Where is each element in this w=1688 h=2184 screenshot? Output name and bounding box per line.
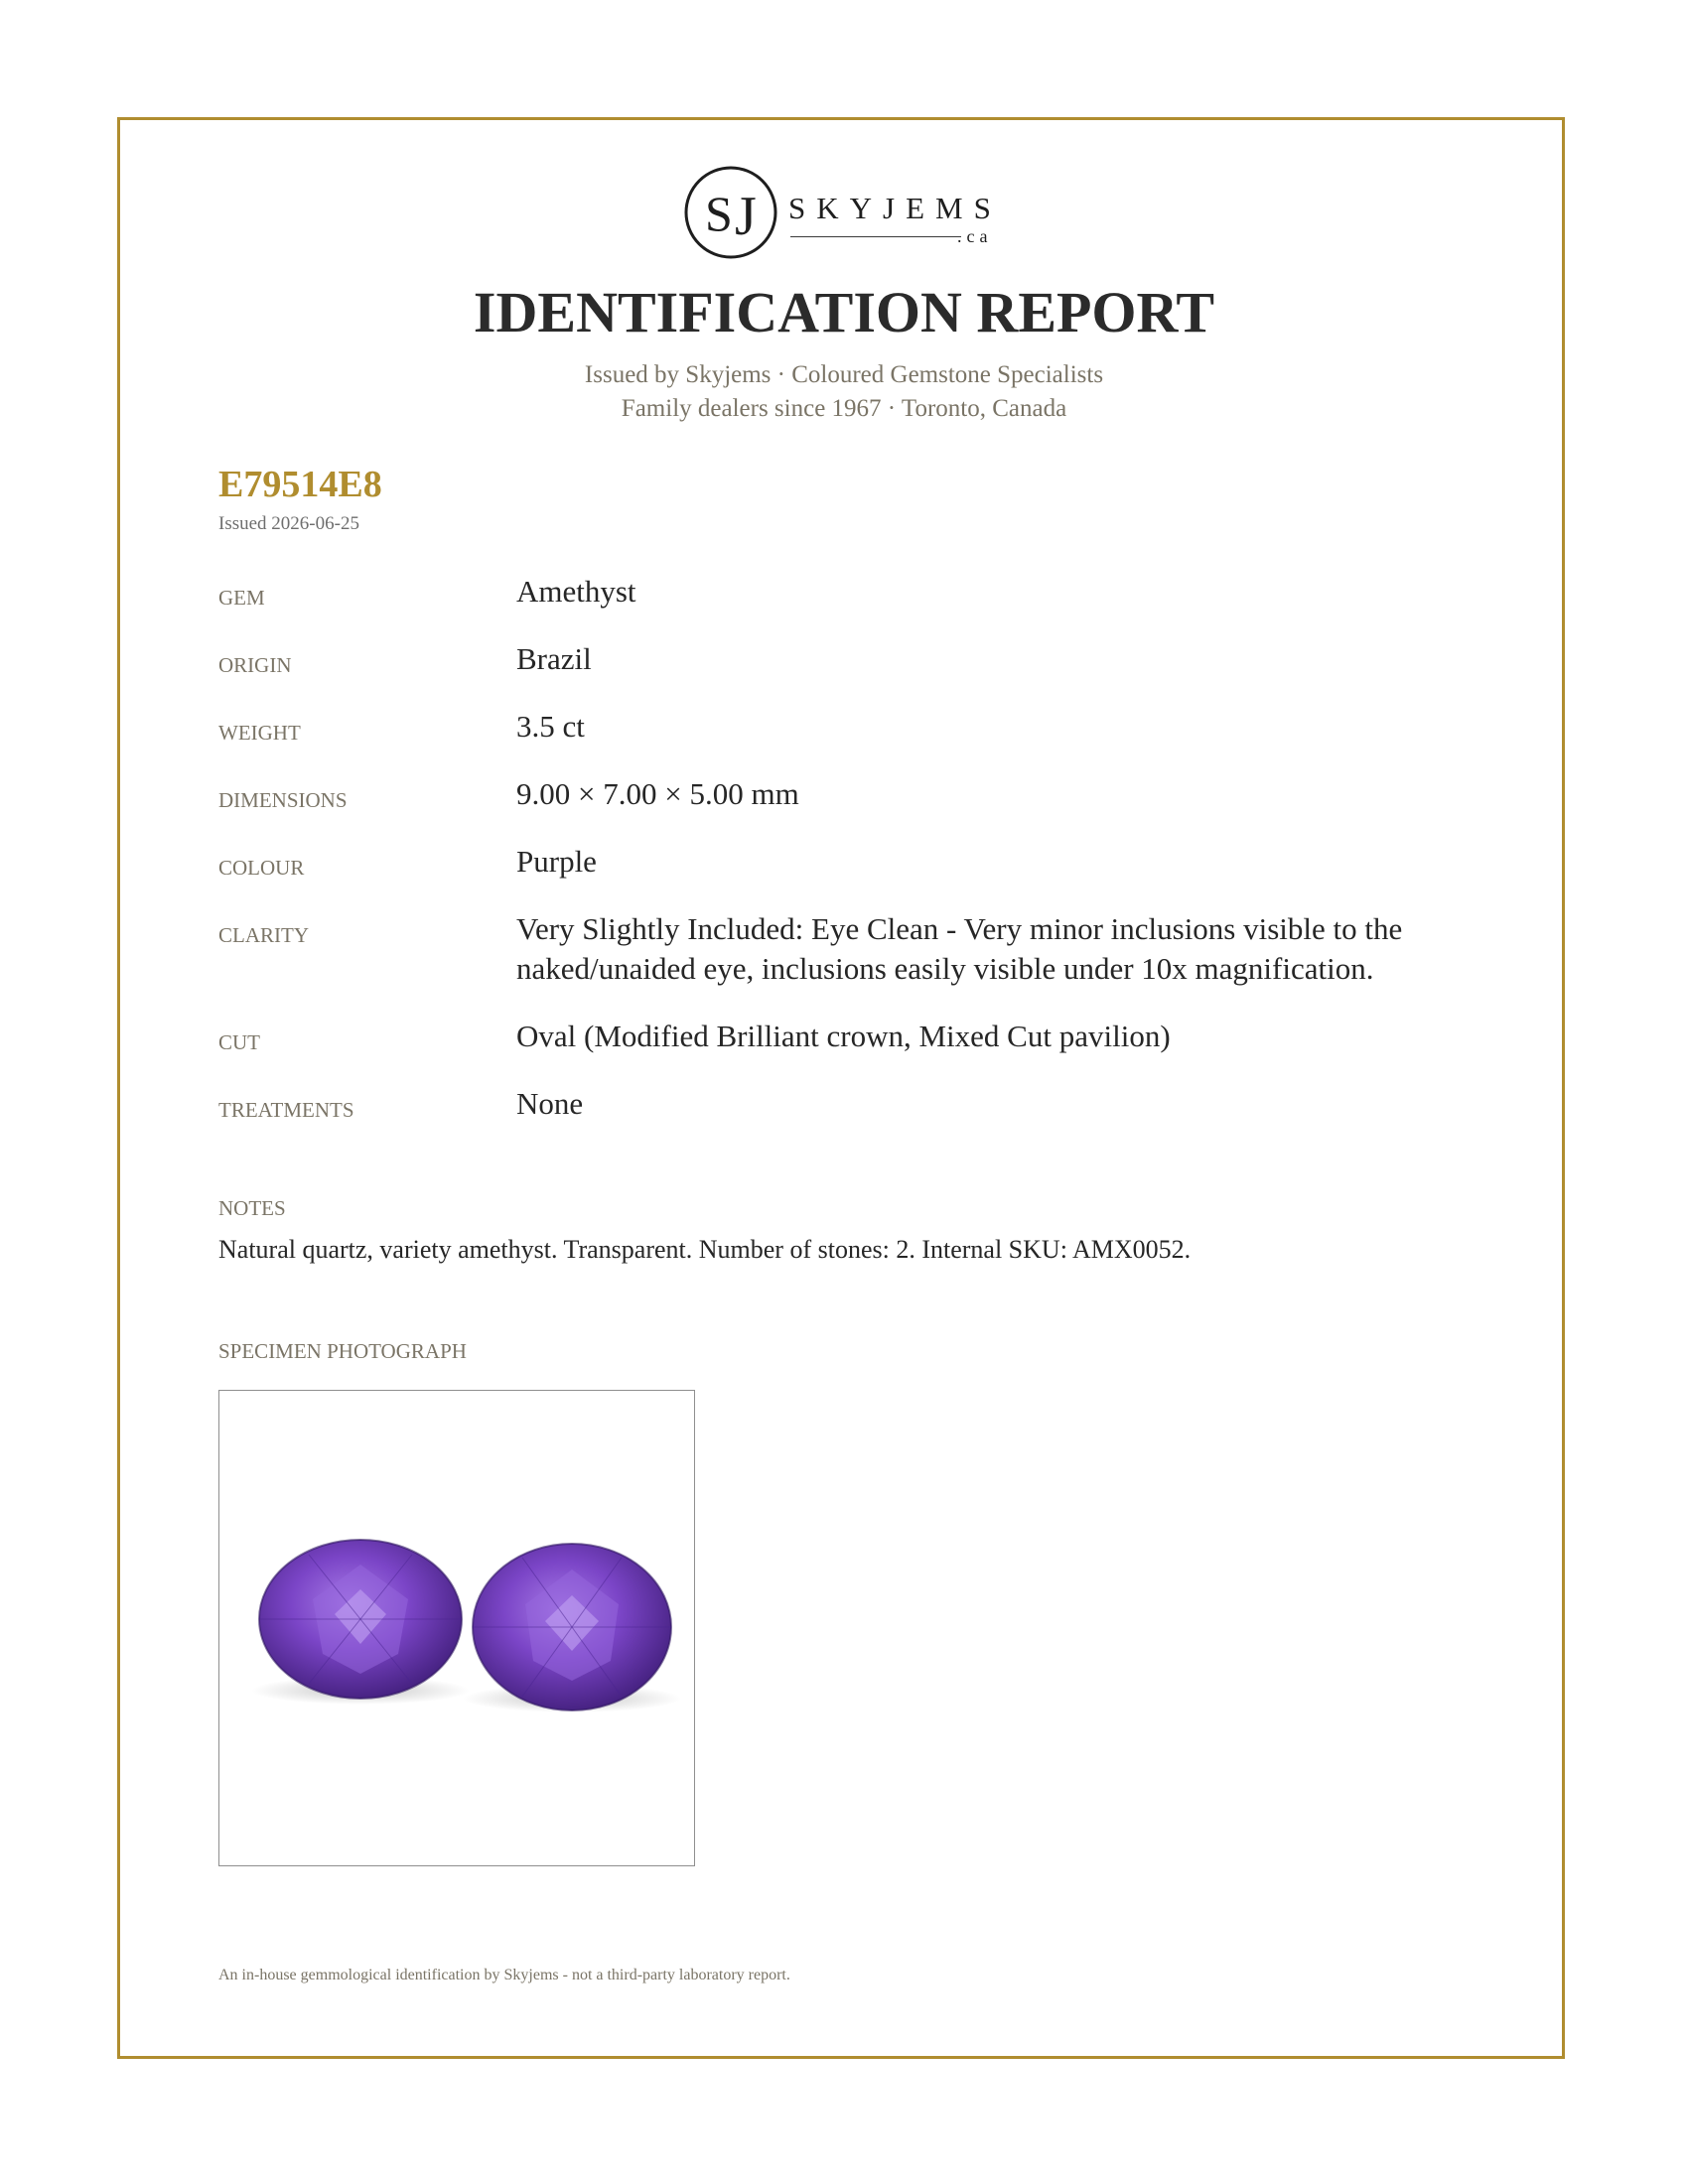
right-stone bbox=[473, 1544, 671, 1710]
field-value: Amethyst bbox=[516, 574, 636, 609]
brand-wordmark: SKYJEMS bbox=[788, 191, 1002, 225]
field-label: COLOUR bbox=[218, 856, 305, 880]
field-label: CLARITY bbox=[218, 923, 309, 947]
svg-text:S: S bbox=[705, 186, 733, 241]
notes-label: NOTES bbox=[218, 1196, 286, 1220]
field-value: None bbox=[516, 1086, 584, 1121]
field-value: 9.00 × 7.00 × 5.00 mm bbox=[516, 776, 799, 811]
field-value: Purple bbox=[516, 844, 597, 879]
issuer-line: Issued by Skyjems · Coloured Gemstone Specialists bbox=[584, 361, 1104, 388]
brand-logo bbox=[683, 163, 1011, 262]
report-id: E79514E8 bbox=[218, 464, 382, 505]
photo-label: SPECIMEN PHOTOGRAPH bbox=[218, 1339, 467, 1363]
field-label: WEIGHT bbox=[218, 721, 301, 745]
field-value: 3.5 ct bbox=[516, 709, 585, 744]
field-value: Oval (Modified Brilliant crown, Mixed Cut pavilion) bbox=[516, 1019, 1171, 1053]
specimen-photo bbox=[218, 1390, 695, 1866]
field-label: DIMENSIONS bbox=[218, 788, 348, 812]
brand-rule bbox=[790, 236, 961, 237]
report-title: IDENTIFICATION REPORT bbox=[473, 280, 1215, 344]
field-label: GEM bbox=[218, 586, 265, 610]
dealer-line: Family dealers since 1967 · Toronto, Canada bbox=[621, 395, 1067, 422]
left-stone bbox=[259, 1540, 462, 1699]
notes-text: Natural quartz, variety amethyst. Transparent. Number of stones: 2. Internal SKU: AMX0052. bbox=[218, 1235, 1192, 1264]
field-label: ORIGIN bbox=[218, 653, 292, 677]
amethyst-stones-image bbox=[219, 1391, 694, 1865]
disclaimer-footer: An in-house gemmological identification by Skyjems - not a third-party laboratory report. bbox=[218, 1967, 790, 1983]
svg-text:J: J bbox=[735, 186, 757, 247]
field-label: CUT bbox=[218, 1030, 260, 1054]
field-value: Very Slightly Included: Eye Clean - Very minor inclusions visible to the naked/unaided eye, inclusions easily visible under 10x magnification. bbox=[516, 911, 1403, 986]
brand-domain-suffix: .ca bbox=[957, 226, 993, 246]
issue-date: Issued 2026-06-25 bbox=[218, 513, 359, 534]
field-value: Brazil bbox=[516, 641, 592, 676]
sj-monogram-icon bbox=[683, 165, 778, 260]
field-label: TREATMENTS bbox=[218, 1098, 354, 1122]
